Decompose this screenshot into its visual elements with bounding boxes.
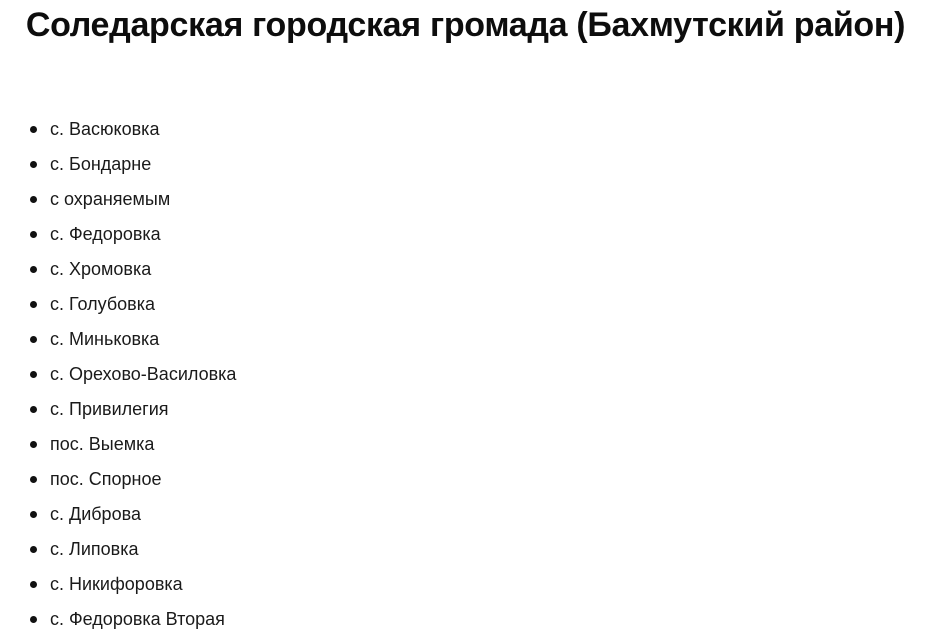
- list-item: [30, 217, 236, 252]
- list-item-label: с. Привилегия: [50, 399, 169, 419]
- list-item-label: с. Никифоровка: [50, 574, 183, 594]
- list-item: [30, 322, 236, 357]
- settlement-list: [30, 112, 236, 637]
- bullet-icon: [30, 301, 37, 308]
- bullet-icon: [30, 406, 37, 413]
- list-item: [30, 567, 236, 602]
- list-item-label: с. Голубовка: [50, 294, 156, 314]
- bullet-icon: [30, 336, 37, 343]
- list-item: [30, 147, 236, 182]
- list-item-label: с. Васюковка: [50, 119, 160, 139]
- list-item-label: пос. Выемка: [50, 434, 155, 454]
- bullet-icon: [30, 581, 37, 588]
- bullet-icon: [30, 546, 37, 553]
- list-item: [30, 462, 236, 497]
- list-item-label: с. Федоровка Вторая: [50, 609, 225, 629]
- list-item-label: с. Федоровка: [50, 224, 161, 244]
- bullet-icon: [30, 161, 37, 168]
- bullet-icon: [30, 371, 37, 378]
- list-item: [30, 392, 236, 427]
- list-item-label: с. Миньковка: [50, 329, 160, 349]
- bullet-icon: [30, 476, 37, 483]
- bullet-icon: [30, 126, 37, 133]
- list-item-label: с. Бондарне: [50, 154, 152, 174]
- bullet-icon: [30, 196, 37, 203]
- list-item: [30, 287, 236, 322]
- list-item: [30, 357, 236, 392]
- list-item-label: с. Хромовка: [50, 259, 152, 279]
- page-title: Соледарская городская громада (Бахмутский район): [25, 6, 906, 44]
- list-item-label: с. Диброва: [50, 504, 141, 524]
- bullet-icon: [30, 511, 37, 518]
- bullet-icon: [30, 231, 37, 238]
- bullet-icon: [30, 266, 37, 273]
- bullet-icon: [30, 616, 37, 623]
- list-item-label: с. Липовка: [50, 539, 139, 559]
- list-item-label: пос. Спорное: [50, 469, 162, 489]
- list-item: [30, 427, 236, 462]
- list-item: [30, 112, 236, 147]
- list-item: [30, 182, 236, 217]
- bullet-icon: [30, 441, 37, 448]
- list-item: [30, 602, 236, 637]
- list-item: [30, 532, 236, 567]
- list-item-label: с охраняемым: [50, 189, 171, 209]
- list-item: [30, 252, 236, 287]
- list-item: [30, 497, 236, 532]
- list-item-label: с. Орехово-Василовка: [50, 364, 237, 384]
